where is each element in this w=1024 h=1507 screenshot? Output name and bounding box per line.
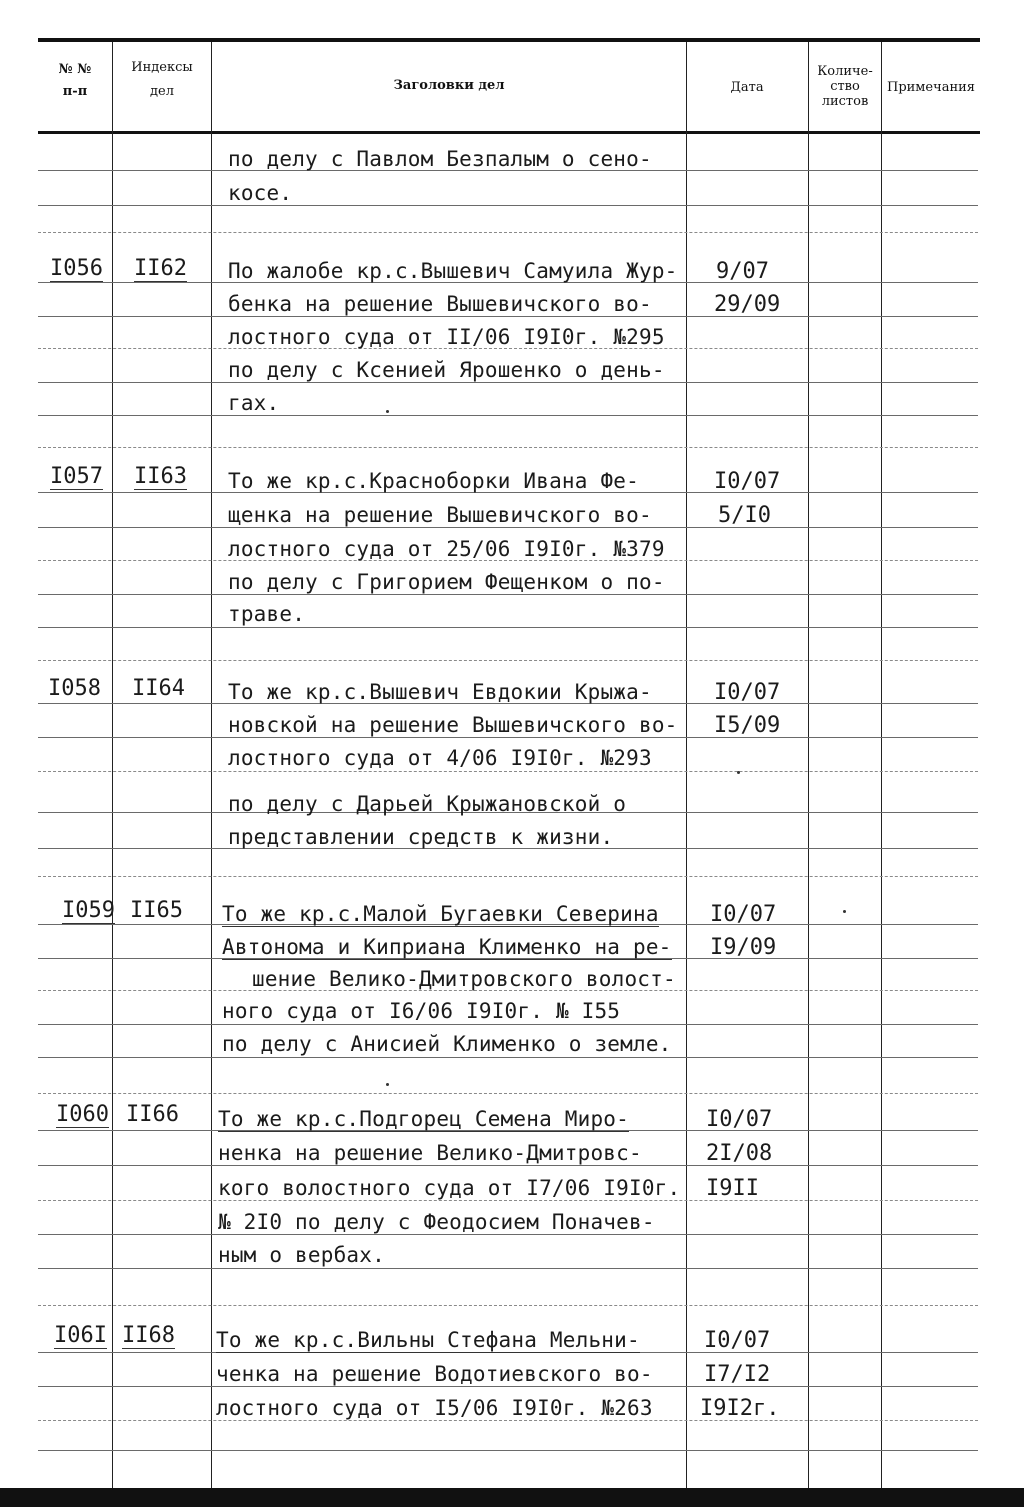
entry-line: траве. (228, 602, 306, 626)
entry-date: 9/07 (716, 259, 769, 284)
entry-date: I9I2г. (700, 1396, 780, 1421)
header-number-sub: п-п (62, 84, 88, 99)
entry-number: I06I (54, 1323, 107, 1348)
header-count-line1: Количе- (817, 64, 873, 79)
ruled-line (38, 1420, 978, 1421)
ruled-line (38, 627, 978, 628)
entry-line: гах. (228, 391, 280, 415)
entry-line: ного суда от I6/06 I9I0г. № I55 (222, 999, 621, 1023)
entry-line: То же кр.с.Малой Бугаевки Северина (222, 902, 659, 926)
entry-date: I9/09 (710, 935, 777, 960)
entry-line: Автонома и Киприана Клименко на ре- (222, 935, 672, 959)
entry-index: II65 (130, 898, 183, 923)
entry-line: косе. (228, 181, 293, 205)
ruled-line (38, 316, 978, 317)
header-notes: Примечания (886, 80, 975, 95)
entry-number: I060 (56, 1102, 109, 1127)
entry-line: лостного суда от I5/06 I9I0г. №263 (216, 1396, 653, 1420)
top-border (38, 38, 980, 42)
entry-index: II62 (134, 256, 187, 281)
entry-index: II68 (122, 1323, 175, 1348)
column-divider (686, 42, 687, 1488)
ruled-line (38, 1024, 978, 1025)
ruled-line (38, 660, 978, 661)
header-index-sub: дел (150, 84, 174, 99)
entry-line: шение Велико-Дмитровского волост- (252, 967, 676, 991)
entry-line: кого волостного суда от I7/06 I9I0г. (218, 1176, 681, 1200)
column-divider (808, 42, 809, 1488)
ruled-line (38, 205, 978, 206)
entry-line: лостного суда от 4/06 I9I0г. №293 (228, 746, 652, 770)
header-sheet-count (810, 64, 880, 109)
entry-date: I5/09 (714, 713, 781, 738)
ruled-line (38, 737, 978, 738)
scan-speck (386, 410, 389, 413)
header-number-label: № № (58, 62, 92, 77)
entry-date: I0/07 (706, 1107, 773, 1132)
ruled-line (38, 382, 978, 383)
header-count-line2: ство (830, 79, 860, 94)
scan-speck (737, 771, 740, 774)
entry-date: I0/07 (710, 902, 777, 927)
entry-line: № 2I0 по делу с Феодосием Поначев- (218, 1210, 655, 1234)
entry-date: I0/07 (714, 680, 781, 705)
entry-line: ным о вербах. (218, 1243, 385, 1267)
entry-index: II64 (132, 676, 185, 701)
header-date: Дата (730, 80, 764, 95)
ruled-line (38, 1450, 978, 1451)
scan-speck (386, 1083, 389, 1086)
entry-line: по делу с Павлом Безпалым о сено- (228, 147, 652, 171)
ruled-line (38, 527, 978, 528)
entry-date: 29/09 (714, 292, 781, 317)
entry-line: По жалобе кр.с.Вышевич Самуила Жур- (228, 259, 678, 283)
ruled-line (38, 1386, 978, 1387)
entry-line: представлении средств к жизни. (228, 825, 614, 849)
entry-date: I7/I2 (704, 1362, 771, 1387)
header-border (38, 131, 980, 134)
ruled-line (38, 232, 978, 233)
entry-line: То же кр.с.Вильны Стефана Мельни- (216, 1328, 640, 1352)
header-index-label: Индексы (131, 60, 193, 75)
column-divider (112, 42, 113, 1488)
entry-number: I056 (50, 256, 103, 281)
entry-number: I057 (50, 464, 103, 489)
column-divider (211, 42, 212, 1488)
entry-line: новской на решение Вышевичского во- (228, 713, 678, 737)
entry-number: I058 (48, 676, 101, 701)
ruled-line (38, 1165, 978, 1166)
ruled-line (38, 1093, 978, 1094)
entry-date: I0/07 (704, 1328, 771, 1353)
entry-line: по делу с Григорием Фещенком о по- (228, 570, 665, 594)
entry-line: по делу с Ксенией Ярошенко о день- (228, 358, 665, 382)
entry-line: щенка на решение Вышевичского во- (228, 503, 652, 527)
entry-line: То же кр.с.Красноборки Ивана Фе- (228, 469, 639, 493)
bottom-scan-edge (0, 1488, 1024, 1507)
entry-date: 5/I0 (718, 503, 771, 528)
header-number (40, 62, 110, 100)
entry-line: бенка на решение Вышевичского во- (228, 292, 652, 316)
entry-date: 2I/08 (706, 1141, 773, 1166)
entry-date: I9II (706, 1176, 759, 1201)
entry-index: II66 (126, 1102, 179, 1127)
ruled-line (38, 1057, 978, 1058)
header-index (114, 60, 210, 100)
entry-line: ченка на решение Водотиевского во- (216, 1362, 653, 1386)
entry-line: ненка на решение Велико-Дмитровс- (218, 1141, 642, 1165)
ruled-line (38, 1234, 978, 1235)
ruled-line (38, 447, 978, 448)
header-count-line3: листов (821, 94, 869, 109)
entry-line: лостного суда от II/06 I9I0г. №295 (228, 325, 665, 349)
entry-number: I059 (62, 898, 115, 923)
ruled-line (38, 1268, 978, 1269)
column-divider (881, 42, 882, 1488)
entry-date: I0/07 (714, 469, 781, 494)
entry-index: II63 (134, 464, 187, 489)
ruled-line (38, 771, 978, 772)
entry-line: То же кр.с.Подгорец Семена Миро- (218, 1107, 629, 1131)
ruled-line (38, 1200, 978, 1201)
entry-line: лостного суда от 25/06 I9I0г. №379 (228, 537, 665, 561)
ruled-line (38, 1305, 978, 1306)
ruled-line (38, 594, 978, 595)
entry-line: по делу с Дарьей Крыжановской о (228, 792, 627, 816)
ruled-line (38, 415, 978, 416)
scan-speck (843, 910, 846, 913)
header-title: Заголовки дел (393, 78, 505, 93)
entry-line: То же кр.с.Вышевич Евдокии Крыжа- (228, 680, 652, 704)
ruled-line (38, 876, 978, 877)
entry-line: по делу с Анисией Клименко о земле. (222, 1032, 672, 1056)
